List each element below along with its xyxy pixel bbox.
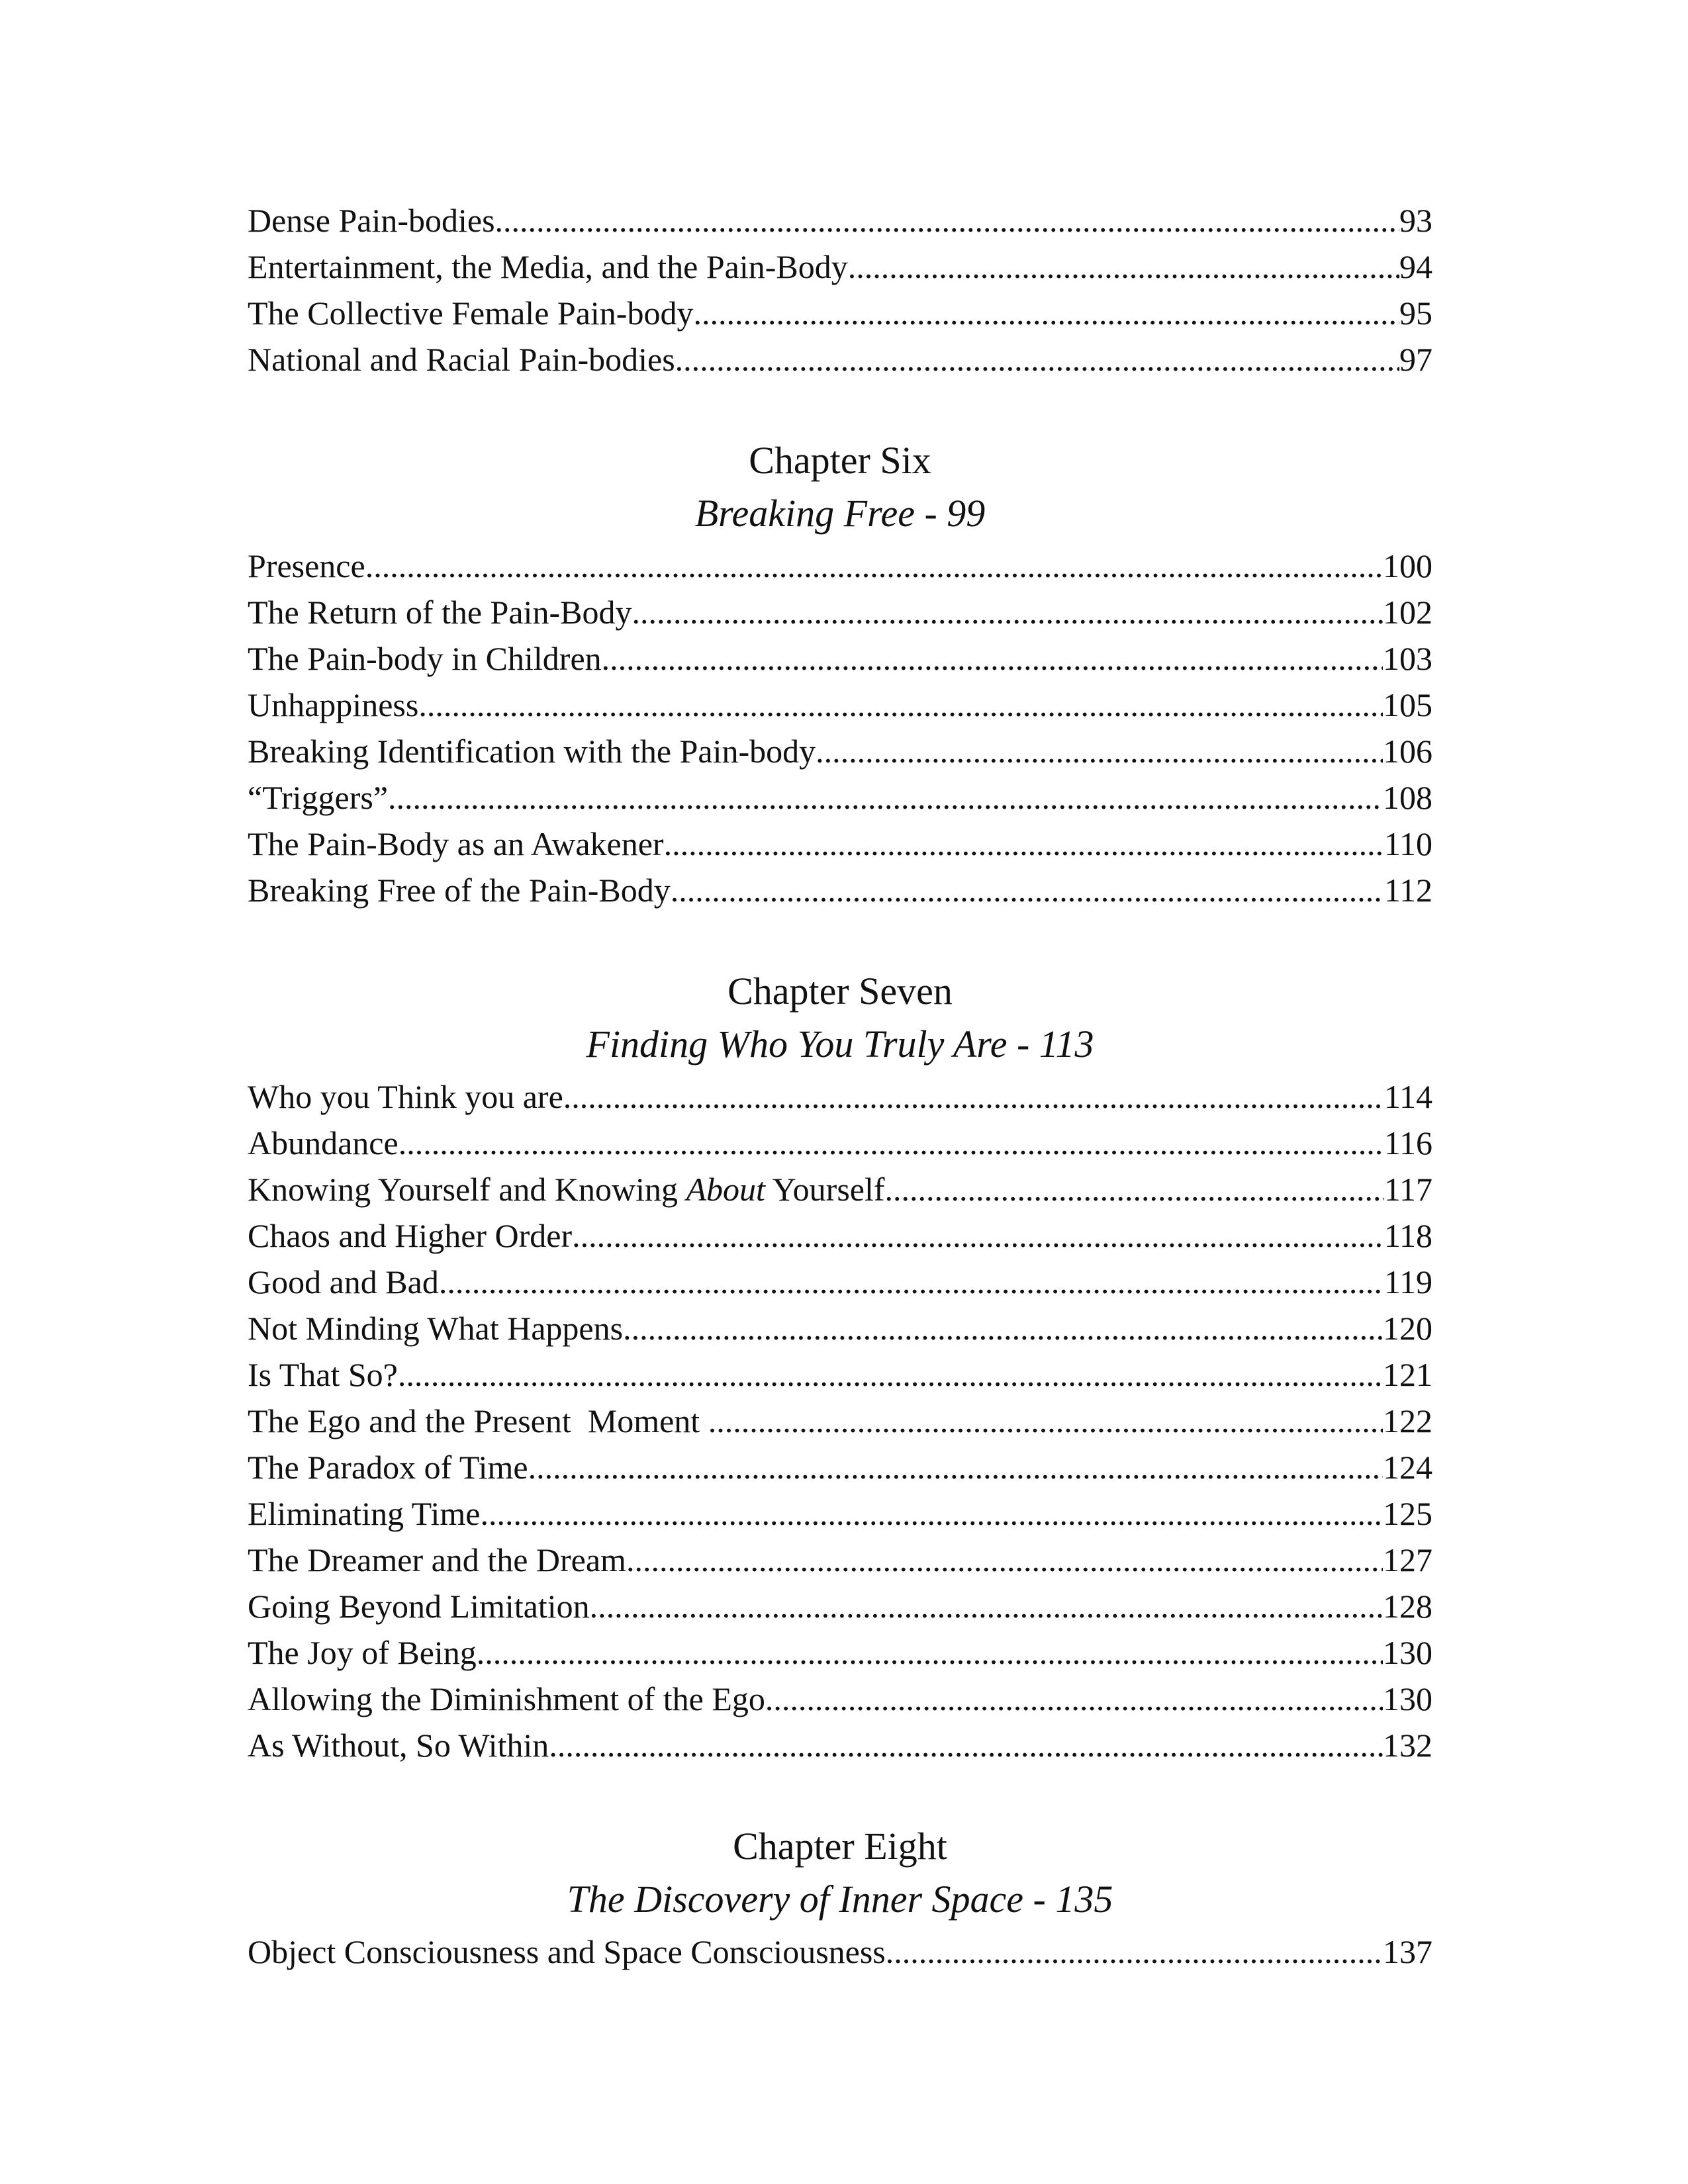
entry-title-emphasis: About (686, 1171, 765, 1208)
entry-page-number: 105 (1383, 686, 1432, 723)
entry-title: Going Beyond Limitation (248, 1588, 590, 1625)
entry-page-number: 103 (1383, 640, 1432, 677)
toc-entry (248, 1166, 1432, 1212)
chapter-header (248, 1820, 1432, 1926)
dot-leader (765, 1676, 1383, 1722)
entry-page-number: 120 (1383, 1310, 1432, 1347)
entry-title: Presence (248, 547, 365, 584)
dot-leader (626, 1537, 1383, 1583)
toc-entry (248, 1073, 1432, 1120)
dot-leader (886, 1929, 1383, 1975)
toc-entry (248, 1259, 1432, 1305)
entry-page-number: 97 (1399, 341, 1432, 378)
dot-leader (439, 1259, 1384, 1305)
toc-entry (248, 1929, 1432, 1975)
entry-title: The Ego and the Present Moment (248, 1402, 708, 1439)
entry-title: Who you Think you are (248, 1078, 563, 1115)
toc-entry (248, 635, 1432, 682)
entry-title: The Return of the Pain-Body (248, 594, 632, 631)
dot-leader (848, 244, 1399, 290)
dot-leader (693, 290, 1399, 336)
toc-section-chapter-six (248, 434, 1432, 913)
entry-title: National and Racial Pain-bodies (248, 341, 675, 378)
entry-page-number: 124 (1383, 1449, 1432, 1486)
toc-entry (248, 543, 1432, 589)
dot-leader (675, 336, 1399, 383)
toc-entry (248, 1537, 1432, 1583)
entry-title: Breaking Identification with the Pain-body (248, 733, 816, 770)
toc-section-chapter-seven (248, 965, 1432, 1768)
entry-title: Good and Bad (248, 1263, 439, 1300)
dot-leader (632, 589, 1383, 635)
toc-entry (248, 290, 1432, 336)
entry-page-number: 122 (1383, 1402, 1432, 1439)
dot-leader (671, 867, 1384, 913)
dot-leader (399, 1120, 1384, 1166)
toc-entry (248, 1583, 1432, 1629)
entry-title: Abundance (248, 1124, 399, 1161)
dot-leader (398, 1351, 1383, 1398)
toc-entry (248, 1629, 1432, 1676)
entry-page-number: 119 (1383, 1263, 1432, 1300)
toc-entry (248, 821, 1432, 867)
entry-title: Object Consciousness and Space Consciousness (248, 1933, 886, 1970)
entry-page-number: 130 (1383, 1680, 1432, 1717)
toc-entry (248, 1490, 1432, 1537)
entry-title: The Pain-Body as an Awakener (248, 825, 664, 862)
dot-leader (664, 821, 1384, 867)
dot-leader (885, 1166, 1384, 1212)
entry-title: The Collective Female Pain-body (248, 295, 694, 332)
entry-title: Unhappiness (248, 686, 419, 723)
toc-entry (248, 1305, 1432, 1351)
entry-page-number: 108 (1383, 779, 1432, 816)
entry-page-number: 114 (1383, 1078, 1432, 1115)
entry-page-number: 100 (1383, 547, 1432, 584)
entry-page-number: 128 (1383, 1588, 1432, 1625)
toc-entry (248, 682, 1432, 728)
dot-leader (365, 543, 1383, 589)
toc-entry (248, 1351, 1432, 1398)
toc-entry (248, 1676, 1432, 1722)
toc-entry (248, 1120, 1432, 1166)
dot-leader (549, 1722, 1383, 1768)
toc-entry (248, 244, 1432, 290)
dot-leader (602, 635, 1383, 682)
entry-title (248, 1166, 885, 1212)
entry-title: As Without, So Within (248, 1727, 549, 1764)
entry-page-number: 93 (1399, 202, 1432, 239)
entry-page-number: 125 (1383, 1495, 1432, 1532)
chapter-subtitle: Breaking Free - 99 (694, 492, 986, 535)
entry-page-number: 137 (1383, 1933, 1432, 1970)
entry-title: Is That So? (248, 1356, 398, 1393)
dot-leader (572, 1212, 1384, 1259)
toc-entry (248, 774, 1432, 821)
toc-entry (248, 589, 1432, 635)
entry-page-number: 116 (1383, 1124, 1432, 1161)
dot-leader (708, 1398, 1383, 1444)
entry-page-number: 121 (1383, 1356, 1432, 1393)
entry-title: Breaking Free of the Pain-Body (248, 872, 671, 909)
toc-entry (248, 1722, 1432, 1768)
dot-leader (477, 1629, 1383, 1676)
dot-leader (480, 1490, 1383, 1537)
entry-page-number: 110 (1383, 825, 1432, 862)
toc-entry (248, 1212, 1432, 1259)
dot-leader (418, 682, 1383, 728)
entry-page-number: 130 (1383, 1634, 1432, 1671)
entry-page-number: 112 (1383, 872, 1432, 909)
entry-title: The Dreamer and the Dream (248, 1541, 626, 1578)
entry-title: The Joy of Being (248, 1634, 477, 1671)
toc-section-continued (248, 197, 1432, 383)
entry-page-number: 132 (1383, 1727, 1432, 1764)
entry-page-number: 127 (1383, 1541, 1432, 1578)
entry-title: The Pain-body in Children (248, 640, 602, 677)
chapter-subtitle: Finding Who You Truly Are - 113 (586, 1023, 1094, 1066)
dot-leader (816, 728, 1383, 774)
toc-entry (248, 1444, 1432, 1490)
entry-title: “Triggers” (248, 779, 389, 816)
toc-entry (248, 1398, 1432, 1444)
dot-leader (590, 1583, 1383, 1629)
entry-title-end: Yourself (765, 1171, 885, 1208)
dot-leader (495, 197, 1399, 244)
table-of-contents (248, 197, 1432, 1975)
entry-page-number: 117 (1383, 1171, 1432, 1208)
dot-leader (563, 1073, 1384, 1120)
entry-page-number: 95 (1399, 295, 1432, 332)
dot-leader (388, 774, 1383, 821)
toc-entry (248, 728, 1432, 774)
entry-title: Allowing the Diminishment of the Ego (248, 1680, 765, 1717)
entry-title: Entertainment, the Media, and the Pain-Body (248, 248, 848, 285)
entry-title: Eliminating Time (248, 1495, 481, 1532)
entry-page-number: 102 (1383, 594, 1432, 631)
entry-title: Dense Pain-bodies (248, 202, 495, 239)
toc-section-chapter-eight (248, 1820, 1432, 1975)
entry-title-start: Knowing Yourself and Knowing (248, 1171, 686, 1208)
toc-entry (248, 867, 1432, 913)
entry-title: The Paradox of Time (248, 1449, 528, 1486)
toc-entry (248, 197, 1432, 244)
chapter-header (248, 434, 1432, 540)
chapter-header (248, 965, 1432, 1071)
dot-leader (623, 1305, 1383, 1351)
entry-page-number: 106 (1383, 733, 1432, 770)
chapter-heading: Chapter Seven (727, 970, 953, 1013)
entry-page-number: 94 (1399, 248, 1432, 285)
entry-title: Not Minding What Happens (248, 1310, 624, 1347)
chapter-heading: Chapter Eight (733, 1825, 947, 1868)
toc-entry (248, 336, 1432, 383)
chapter-heading: Chapter Six (749, 439, 931, 482)
entry-page-number: 118 (1383, 1217, 1432, 1254)
chapter-subtitle: The Discovery of Inner Space - 135 (567, 1878, 1113, 1921)
entry-title: Chaos and Higher Order (248, 1217, 573, 1254)
dot-leader (528, 1444, 1383, 1490)
